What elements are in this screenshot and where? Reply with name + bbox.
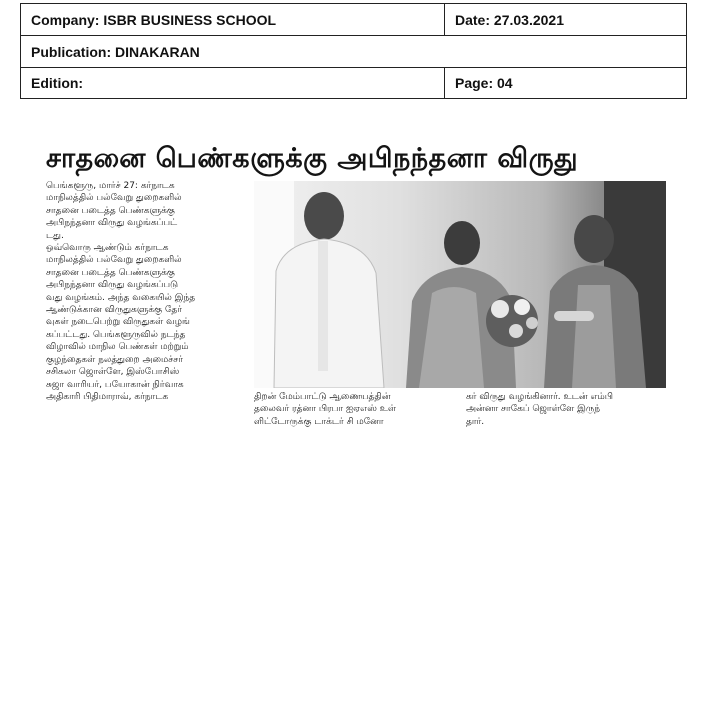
clipping-header-table (20, 3, 687, 99)
article-text-line: குழந்தைகள் நலத்துறை அமைச்சர் (46, 354, 183, 365)
date-label: Date: (455, 11, 491, 28)
page-cell (445, 68, 686, 98)
article-text-line: திறன் மேம்பாட்டு ஆணையத்தின் (254, 392, 391, 402)
date-value: 27.03.2021 (493, 11, 564, 28)
article-text-line: சாதனை படைத்த பெண்களுக்கு (46, 267, 175, 278)
article-text-line: அபிநந்தனா விருது வழங்கப்பட் (46, 218, 178, 229)
edition-label: Edition: (31, 75, 84, 91)
company-cell (21, 4, 445, 35)
article-text-line: அன்னா சாகேப் ஜொள்ளே இருந் (466, 404, 600, 415)
article-text-line: தார். (466, 416, 485, 427)
article-text-line: அபிநந்தனா விருது வழங்கப்படு (46, 280, 179, 291)
publication-value: DINAKARAN (115, 43, 200, 60)
date-cell (445, 4, 686, 35)
company-label: Company: (31, 11, 100, 28)
article-text-line: பெங்களூரு, மார்ச் 27: கர்நாடக (46, 181, 175, 191)
award-photo-image (254, 181, 666, 388)
article-text-line: ஒவ்வொரு ஆண்டும் கர்நாடக (46, 243, 169, 254)
article-text-line: கர் விருது வழங்கினார். உடன் எம்பி (466, 392, 613, 402)
publication-label: Publication: (31, 43, 112, 60)
page-label: Page: (455, 75, 494, 91)
edition-cell (21, 68, 445, 98)
publication-cell (21, 36, 686, 67)
article-text-line: சசிகலா ஜொள்ளே, இஸ்போசிஸ் (46, 367, 180, 378)
article-text-line: மாநிலத்தில் பல்வேறு துறைகளில் (46, 255, 182, 266)
article-text-line: ஆண்டுக்கான விருதுகளுக்கு தேர் (46, 305, 182, 316)
article-column-1 (46, 180, 248, 403)
article-text-line: வது வழங்கம். அந்த வகையில் இந்த (46, 292, 196, 303)
award-photo (254, 181, 666, 388)
article-text-line: தலைவர் ரத்னா பிரபா ஐஏஎஸ் உள் (254, 404, 397, 415)
header-row-publication (21, 36, 686, 68)
article-text-line: மாநிலத்தில் பல்வேறு துறைகளில் (46, 193, 182, 204)
article-text-line: வுகள் நடைபெற்று விருதுகள் வழங் (46, 317, 190, 328)
article-text-line: சுஜா வாரியர், பயோகான் நிர்வாக (46, 379, 184, 390)
page-value: 04 (497, 75, 513, 91)
article-text-line: கப்பட்டது. பெங்களூருவில் நடந்த (46, 329, 186, 340)
company-value: ISBR BUSINESS SCHOOL (103, 11, 277, 28)
article-text-line: விழாவில் மாநில பெண்கள் மற்றும் (46, 342, 189, 353)
article-column-2 (254, 391, 459, 428)
article-headline: சாதனை பெண்களுக்கு அபிநந்தனா விருது (46, 143, 579, 174)
header-row-company (21, 4, 686, 36)
article-text-line: சாதனை படைத்த பெண்களுக்கு (46, 205, 175, 216)
article-column-3 (466, 391, 666, 428)
article-text-line: டது. (46, 230, 64, 241)
article-text-line: ளிட்டோருக்கு டாக்டர் சி மனோ (254, 416, 384, 427)
article-text-line: அதிகாரி பிதிமாராவ், கர்நாடக (46, 391, 169, 402)
header-row-edition (21, 68, 686, 98)
